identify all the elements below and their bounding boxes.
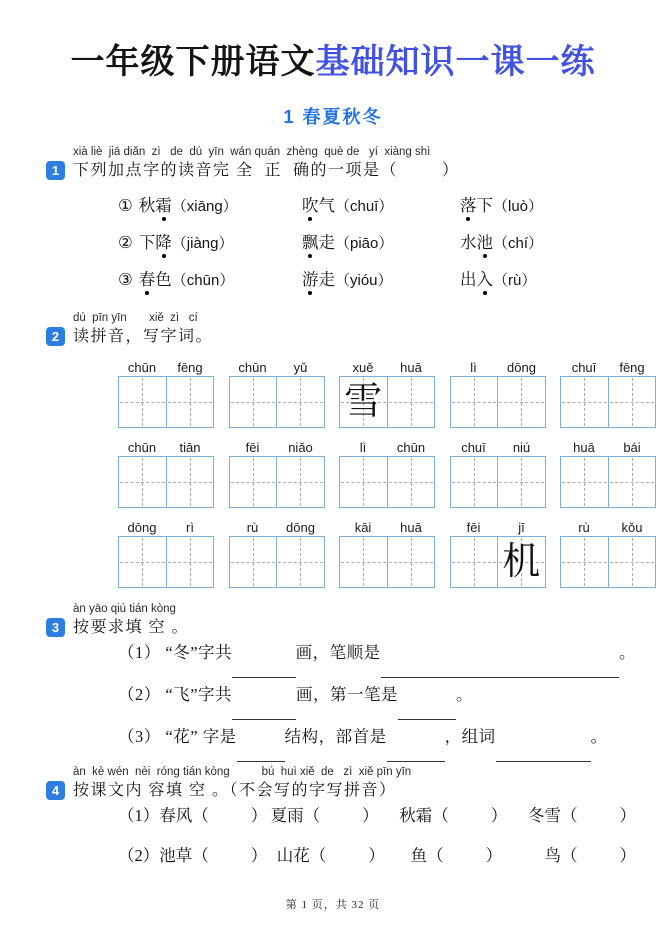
question-4-number-badge: 4 xyxy=(46,781,65,800)
line-text: 。 xyxy=(456,685,474,704)
lesson-title: 1 春夏秋冬 xyxy=(283,107,383,127)
filled-char xyxy=(119,377,166,427)
filled-char xyxy=(119,457,166,507)
item-label: 山花 xyxy=(276,846,310,865)
option-item xyxy=(118,266,302,290)
option-word: 下 xyxy=(138,233,156,252)
question-4 xyxy=(46,765,636,882)
filled-char xyxy=(388,457,435,507)
paren-close: ） xyxy=(485,846,503,865)
pair-pinyin: rù xyxy=(578,520,590,535)
pair-pinyin: chuī xyxy=(571,360,597,375)
filled-char xyxy=(498,457,545,507)
option-row-3 xyxy=(118,266,636,303)
filled-char xyxy=(609,457,656,507)
writing-cell xyxy=(608,457,656,507)
filled-char xyxy=(277,377,324,427)
pair-pinyin: chuī xyxy=(461,440,486,455)
title-blue-part: 基础知识一课一练 xyxy=(315,44,596,81)
writing-cell xyxy=(166,377,214,427)
option-item xyxy=(302,266,460,290)
option-word: 出 xyxy=(460,270,477,289)
paren-open: （ xyxy=(192,846,209,865)
line-text: 。 xyxy=(619,643,636,662)
writing-pair xyxy=(118,520,214,588)
question-2-number-badge: 2 xyxy=(46,327,65,346)
pair-pinyin: huā xyxy=(400,360,422,375)
option-item xyxy=(460,192,636,216)
writing-cell xyxy=(561,377,608,427)
fill-item xyxy=(271,802,400,826)
writing-cell xyxy=(119,457,166,507)
question-2-header xyxy=(46,311,636,348)
filled-char: 雪 xyxy=(344,381,383,423)
circled-number: ① xyxy=(118,196,133,215)
fill-item xyxy=(399,802,528,826)
writing-pair xyxy=(118,360,214,428)
fill-blank-line-1 xyxy=(118,639,636,681)
pair-pinyin: kǒu xyxy=(621,520,643,535)
pair-pinyin: huā xyxy=(573,440,595,455)
page-title xyxy=(0,34,666,83)
paren-close: ） xyxy=(619,806,636,825)
option-word: 气 xyxy=(318,196,335,215)
question-4-pinyin: àn kè wén nèi róng tián kòng bú huì xiě de zì xiě pīn yīn xyxy=(73,766,412,778)
writing-pair xyxy=(229,360,325,428)
pair-pinyin: lì xyxy=(470,360,477,375)
option-word: 走 xyxy=(318,270,335,289)
writing-pair xyxy=(229,520,325,588)
dotted-char: 游 xyxy=(302,266,319,290)
circled-number: ② xyxy=(118,233,133,252)
pair-pinyin: huā xyxy=(400,520,422,535)
line-text: （1） “冬”字共 xyxy=(118,643,233,662)
paren-open: （ xyxy=(561,806,578,825)
question-1-pinyin: xià liè jiā diǎn zì de dú yīn wán quán zhèng què de yí xiàng shì xyxy=(73,146,431,158)
line-text: （3） “花” 字是 xyxy=(118,727,237,746)
line-text: 画，笔顺是 xyxy=(295,643,381,662)
pair-pinyin: yǔ xyxy=(293,360,308,375)
writing-pair xyxy=(560,520,656,588)
pair-pinyin: fēng xyxy=(177,360,203,375)
writing-cell xyxy=(451,457,498,507)
filled-char xyxy=(609,377,656,427)
option-item xyxy=(118,229,302,253)
question-1-text: 下列加点字的读音完 全 正 确的一项是（ ） xyxy=(73,162,460,179)
pair-pinyin: dōng xyxy=(286,520,315,535)
paren-close: ） xyxy=(250,846,268,865)
pair-pinyin: dōng xyxy=(127,520,157,535)
option-pinyin: （piāo） xyxy=(335,235,394,252)
paren-close: ） xyxy=(490,806,508,825)
item-prefix: （2） xyxy=(118,846,160,865)
fill-item xyxy=(118,842,277,866)
filled-char xyxy=(119,537,166,587)
writing-pair xyxy=(339,520,435,588)
filled-char xyxy=(167,377,214,427)
question-3-header xyxy=(46,602,636,639)
item-label: 鸟 xyxy=(544,846,562,865)
writing-grid-row-3 xyxy=(118,520,656,588)
fill-item xyxy=(411,842,545,866)
option-row-2 xyxy=(118,229,636,266)
writing-cell xyxy=(451,377,498,427)
filled-char xyxy=(167,537,214,587)
pair-pinyin: dōng xyxy=(507,360,536,375)
filled-char xyxy=(167,457,214,507)
writing-cell xyxy=(340,537,387,587)
filled-char xyxy=(230,377,277,427)
answer-blank xyxy=(381,662,619,678)
pair-pinyin: chūn xyxy=(396,440,426,455)
pair-pinyin: fēi xyxy=(466,520,481,535)
paren-open: （ xyxy=(432,806,449,825)
paren-open: （ xyxy=(561,846,578,865)
writing-cell xyxy=(276,457,324,507)
dotted-char: 落 xyxy=(460,192,477,216)
fill-item xyxy=(277,842,411,866)
writing-cell xyxy=(451,537,498,587)
question-2 xyxy=(46,311,645,588)
writing-cell xyxy=(230,377,277,427)
answer-blank xyxy=(398,704,456,720)
answer-blank xyxy=(232,662,296,678)
question-1-options xyxy=(118,192,636,303)
pair-pinyin: chūn xyxy=(127,360,157,375)
writing-cell xyxy=(387,377,435,427)
writing-pair xyxy=(560,440,656,508)
writing-pair xyxy=(450,440,546,508)
writing-pair xyxy=(229,440,325,508)
pair-pinyin: niú xyxy=(512,440,531,455)
dotted-char: 飘 xyxy=(302,229,319,253)
question-4-text: 按课文内 容填 空 。（不会写的字写拼音） xyxy=(73,782,397,799)
filled-char xyxy=(388,377,435,427)
option-pinyin: （chuī） xyxy=(335,198,394,215)
writing-cell xyxy=(230,537,277,587)
paren-close: ） xyxy=(250,806,268,825)
question-3-pinyin: àn yāo qiú tián kòng xyxy=(73,603,176,615)
line-text: 结构，部首是 xyxy=(284,727,387,746)
line-text: 。 xyxy=(590,727,608,746)
filled-char xyxy=(277,457,324,507)
writing-cell xyxy=(497,457,545,507)
filled-char: 机 xyxy=(502,541,541,583)
writing-cell xyxy=(561,537,608,587)
writing-cell xyxy=(276,537,324,587)
item-label: 春风 xyxy=(159,806,193,825)
filled-char xyxy=(561,377,608,427)
pair-pinyin: fēng xyxy=(619,360,645,375)
writing-pair xyxy=(450,520,546,588)
writing-cell xyxy=(561,457,608,507)
fill-line-1 xyxy=(118,802,636,842)
paren-open: （ xyxy=(427,846,444,865)
option-item xyxy=(302,229,460,253)
filled-char xyxy=(340,537,387,587)
dotted-char: 春 xyxy=(139,266,156,290)
fill-item xyxy=(528,802,636,826)
answer-blank xyxy=(496,746,591,762)
pair-pinyin: lì xyxy=(359,440,367,455)
question-3-text: 按要求填 空 。 xyxy=(73,619,190,636)
filled-char xyxy=(609,537,656,587)
pair-pinyin: chūn xyxy=(127,440,157,455)
option-item xyxy=(460,229,636,253)
option-item xyxy=(118,192,302,216)
filled-char xyxy=(451,537,498,587)
writing-pair xyxy=(339,360,435,428)
filled-char xyxy=(451,457,498,507)
writing-cell xyxy=(387,537,435,587)
dotted-char: 池 xyxy=(477,229,494,253)
option-pinyin: （xiāng） xyxy=(171,198,238,215)
item-prefix: （1） xyxy=(118,806,160,825)
pair-pinyin: bái xyxy=(623,440,641,455)
option-item xyxy=(302,192,460,216)
pair-pinyin: rì xyxy=(186,520,194,535)
title-black-part: 一年级下册语文 xyxy=(70,44,316,81)
question-2-text: 读拼音，写字词。 xyxy=(73,328,214,345)
item-label: 冬雪 xyxy=(528,806,561,825)
option-pinyin: （chí） xyxy=(493,235,544,252)
answer-blank xyxy=(232,704,296,720)
page-number-footer: 第 1 页，共 32 页 xyxy=(285,899,381,911)
writing-grid-row-1 xyxy=(118,360,656,428)
filled-char xyxy=(388,537,435,587)
dotted-char: 吹 xyxy=(302,192,319,216)
writing-cell xyxy=(608,537,656,587)
filled-char xyxy=(498,377,545,427)
writing-cell xyxy=(340,377,387,427)
writing-pair xyxy=(339,440,435,508)
fill-item xyxy=(118,802,271,826)
option-pinyin: （yióu） xyxy=(335,272,393,289)
option-word: 下 xyxy=(476,196,493,215)
paren-open: （ xyxy=(303,806,321,825)
pair-pinyin: xuě xyxy=(352,360,374,375)
option-word: 水 xyxy=(460,233,477,252)
pair-pinyin: tiān xyxy=(179,440,201,455)
question-3 xyxy=(46,602,636,765)
paren-close: ） xyxy=(368,846,385,865)
writing-pair xyxy=(560,360,656,428)
writing-pair xyxy=(118,440,214,508)
question-4-header xyxy=(46,765,636,802)
writing-grid-row-2 xyxy=(118,440,656,508)
filled-char xyxy=(561,537,608,587)
option-word: 秋 xyxy=(138,196,156,215)
option-pinyin: （chūn） xyxy=(171,272,235,289)
pair-pinyin: niǎo xyxy=(288,440,313,455)
writing-cell xyxy=(497,377,545,427)
option-row-1 xyxy=(118,192,636,229)
question-3-number-badge: 3 xyxy=(46,618,65,637)
writing-cell xyxy=(166,457,214,507)
option-pinyin: （luò） xyxy=(493,198,544,215)
writing-cell xyxy=(119,537,166,587)
fill-blank-line-2 xyxy=(118,681,636,723)
question-2-pinyin: dú pīn yīn xiě zì cí xyxy=(73,312,198,324)
writing-pair xyxy=(450,360,546,428)
item-label: 鱼 xyxy=(410,846,428,865)
dotted-char: 霜 xyxy=(155,192,172,216)
question-1-number-badge: 1 xyxy=(46,161,65,180)
option-pinyin: （rù） xyxy=(493,272,537,289)
answer-blank xyxy=(387,746,445,762)
paren-open: （ xyxy=(192,806,209,825)
pair-pinyin: rù xyxy=(246,520,259,535)
writing-cell xyxy=(497,537,545,587)
dotted-char: 入 xyxy=(477,266,494,290)
filled-char xyxy=(230,537,277,587)
fill-item xyxy=(545,842,637,866)
writing-cell xyxy=(276,377,324,427)
question-1-header xyxy=(46,145,636,182)
fill-line-2 xyxy=(118,842,636,882)
paren-open: （ xyxy=(309,846,327,865)
answer-blank xyxy=(237,746,285,762)
pair-pinyin: jī xyxy=(518,520,525,535)
circled-number: ③ xyxy=(118,270,133,289)
filled-char xyxy=(561,457,608,507)
writing-cell xyxy=(340,457,387,507)
option-item xyxy=(460,266,636,290)
fill-blank-line-3 xyxy=(118,723,636,765)
option-word: 走 xyxy=(318,233,335,252)
writing-cell xyxy=(387,457,435,507)
pair-pinyin: fēi xyxy=(245,440,260,455)
writing-cell xyxy=(230,457,277,507)
paren-close: ） xyxy=(619,846,637,865)
filled-char xyxy=(277,537,324,587)
question-1 xyxy=(46,145,636,303)
filled-char xyxy=(230,457,277,507)
line-text: ，组词 xyxy=(444,727,496,746)
item-label: 秋霜 xyxy=(399,806,433,825)
pair-pinyin: chūn xyxy=(238,360,267,375)
option-pinyin: （jiàng） xyxy=(171,235,234,252)
line-text: （2） “飞”字共 xyxy=(118,685,233,704)
writing-cell xyxy=(608,377,656,427)
option-word: 色 xyxy=(155,270,172,289)
filled-char xyxy=(340,457,387,507)
dotted-char: 降 xyxy=(155,229,172,253)
line-text: 画，第一笔是 xyxy=(296,685,399,704)
item-label: 池草 xyxy=(159,846,193,865)
filled-char xyxy=(451,377,498,427)
pair-pinyin: kāi xyxy=(354,520,372,535)
writing-cell xyxy=(166,537,214,587)
writing-cell xyxy=(119,377,166,427)
item-label: 夏雨 xyxy=(270,806,304,825)
paren-close: ） xyxy=(362,806,379,825)
